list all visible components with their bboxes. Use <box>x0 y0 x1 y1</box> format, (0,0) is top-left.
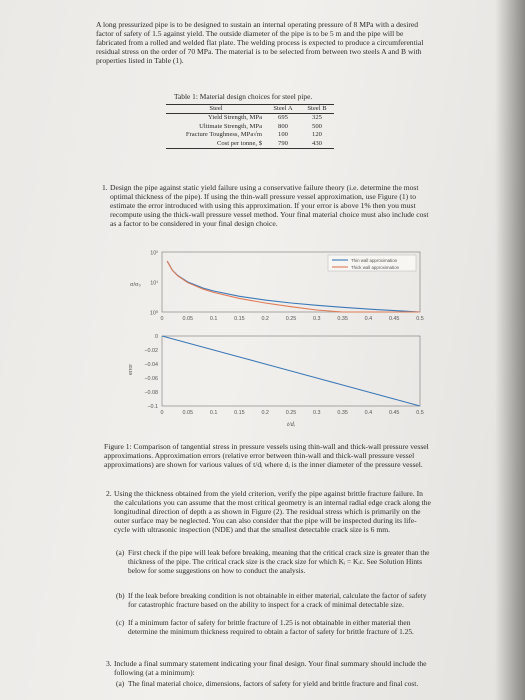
y-axis-label: σ/σ₀ <box>130 282 141 288</box>
cell-steel-b: 500 <box>312 122 322 130</box>
y-tick-label: 10⁰ <box>149 310 158 317</box>
x-tick-label: 0.45 <box>388 410 400 416</box>
y-tick-label: 0 <box>155 334 158 340</box>
y-tick-label: −0.1 <box>147 404 158 410</box>
part-label: (a) <box>116 679 125 688</box>
x-tick-label: 0.25 <box>285 316 297 322</box>
question-number: 1. <box>102 183 108 192</box>
x-tick-label: 0.05 <box>182 410 194 416</box>
figure-caption: Figure 1: Comparison of tangential stress in pressure vessels using thin-wall and thick-wall pressure vessel approximations. Approximation errors (relative error between thin-wall and thick-wall pressure vessel approximations) are shown for various values of t/dᵢ where dᵢ is the inner diameter of the pressure vessel. <box>104 442 429 470</box>
x-tick-label: 0.1 <box>209 316 218 322</box>
x-tick-label: 0.5 <box>416 410 424 416</box>
y-tick-label: −0.06 <box>144 376 158 382</box>
row-label: Cost per tonne, $ <box>166 140 266 149</box>
table-header-steel-a: Steel A <box>266 105 300 114</box>
question-2c <box>116 618 434 637</box>
question-number: 2. <box>106 489 112 498</box>
intro-paragraph: A long pressurized pipe is to be designed to sustain an internal operating pressure of 8 MPa with a desired factor of safety of 1.5 against yield. The outside diameter of the pipe is to be 5 m and the pipe will be fabricated from a rolled and welded flat plate. The welding process is expected to produce a circumferential residual stress on the order of 70 MPa. The material is to be selected from between two steels A and B with properties listed in Table (1). <box>96 20 424 66</box>
part-label: (b) <box>116 591 125 600</box>
question-3 <box>106 659 432 678</box>
part-text: If the leak before breaking condition is not obtainable in either material, calculate the factor of safety for catastrophic fracture based on the ability to inspect for a crack of minimal detectable size. <box>128 591 427 609</box>
row-label: Yield Strength, MPa <box>207 114 262 122</box>
cell-steel-a: 100 <box>278 131 288 139</box>
x-tick-label: 0.2 <box>261 410 269 416</box>
x-tick-label: 0.3 <box>313 410 321 416</box>
cell-steel-a: 790 <box>266 140 300 149</box>
x-tick-label: 0.45 <box>388 316 400 322</box>
table-row <box>166 131 334 139</box>
table-row <box>166 123 334 131</box>
x-tick-label: 0 <box>160 316 164 322</box>
x-tick-label: 0.35 <box>337 316 348 322</box>
question-2 <box>106 489 432 535</box>
cell-steel-b: 120 <box>312 131 322 139</box>
y-tick-label: 10² <box>150 250 158 257</box>
cell-steel-a: 800 <box>278 122 288 130</box>
cell-steel-a: 695 <box>278 114 288 122</box>
part-label: (a) <box>116 548 125 557</box>
row-label: Ultimate Strength, MPa <box>199 122 262 130</box>
legend-label: Thick wall approximation <box>351 264 400 270</box>
table-row <box>166 140 334 149</box>
x-tick-label: 0.35 <box>337 410 348 416</box>
x-tick-label: 0.15 <box>234 316 245 322</box>
question-2a <box>116 548 434 576</box>
x-tick-label: 0.25 <box>285 410 297 416</box>
x-tick-label: 0.05 <box>182 316 194 322</box>
x-tick-label: 0.4 <box>364 316 373 322</box>
legend-label: Thin wall approximation <box>351 257 398 263</box>
question-1 <box>102 183 436 229</box>
series-line <box>162 336 420 406</box>
table-header-steel: Steel <box>166 105 266 114</box>
question-text: Include a final summary statement indicating your final design. Your final summary should include the following (at a minimum): <box>114 659 427 678</box>
row-label: Fracture Toughness, MPa√m <box>185 131 262 139</box>
y-tick-label: −0.04 <box>144 362 158 368</box>
question-text: Design the pipe against static yield failure using a conservative failure theory (i.e. determine the most optimal thickness of the pipe). If using the thin-wall pressure vessel approximation, use Figure (1) to estimate the error introduced with using this approximation. If your error is above 1% then you must recompute using the thick-wall pressure vessel method. Your final material choice must also include cost as a factor to be considered in your final design choice. <box>110 183 429 229</box>
part-text: The final material choice, dimensions, factors of safety for yield and brittle fracture and final cost. <box>128 679 419 688</box>
table-row <box>166 114 334 123</box>
material-table <box>166 104 334 149</box>
part-label: (c) <box>116 618 125 627</box>
y-tick-label: −0.02 <box>144 348 158 354</box>
x-tick-label: 0.2 <box>261 316 269 322</box>
cell-steel-b: 325 <box>312 114 322 122</box>
question-2b <box>116 591 434 610</box>
x-tick-label: 0.1 <box>209 410 218 416</box>
question-3a <box>116 679 434 689</box>
table-caption: Table 1: Material design choices for steel pipe. <box>174 92 313 101</box>
x-tick-label: 0.4 <box>364 410 373 416</box>
question-number: 3. <box>106 659 112 668</box>
y-tick-label: 10¹ <box>150 280 158 287</box>
x-tick-label: 0.5 <box>416 316 424 322</box>
y-tick-label: −0.08 <box>144 390 158 396</box>
x-tick-label: 0.15 <box>234 410 245 416</box>
x-axis-label: t/dᵢ <box>287 421 295 428</box>
x-tick-label: 0.3 <box>313 316 321 322</box>
x-tick-label: 0 <box>160 410 164 416</box>
question-text: Using the thickness obtained from the yield criterion, verify the pipe against brittle fracture failure. In the calculations you can assume that the most critical geometry is an internal radial edge crack along the longitudinal direction of depth a as shown in Figure (2). The residual stress which is primarily on the outer surface may be neglected. You can also consider that the pipe will be inspected during its life-cycle with ultrasonic inspection (NDE) and that the smallest detectable crack size is 6 mm. <box>114 489 431 535</box>
table-header-steel-b: Steel B <box>300 105 334 114</box>
part-text: If a minimum factor of safety for brittle fracture of 1.25 is not obtainable in either material then determine the minimum thickness required to obtain a factor of safety for brittle fracture of 1.25. <box>128 618 414 636</box>
page-shadow <box>495 0 525 700</box>
cell-steel-b: 430 <box>300 140 334 149</box>
y-axis-label: error <box>128 364 134 375</box>
part-text: First check if the pipe will leak before breaking, meaning that the critical crack size is greater than the thickness of the pipe. The critical crack size is the crack size for which Kᵢ = Kᵢc. See Solution Hints below for some suggestions on how to conduct the analysis. <box>128 548 430 575</box>
